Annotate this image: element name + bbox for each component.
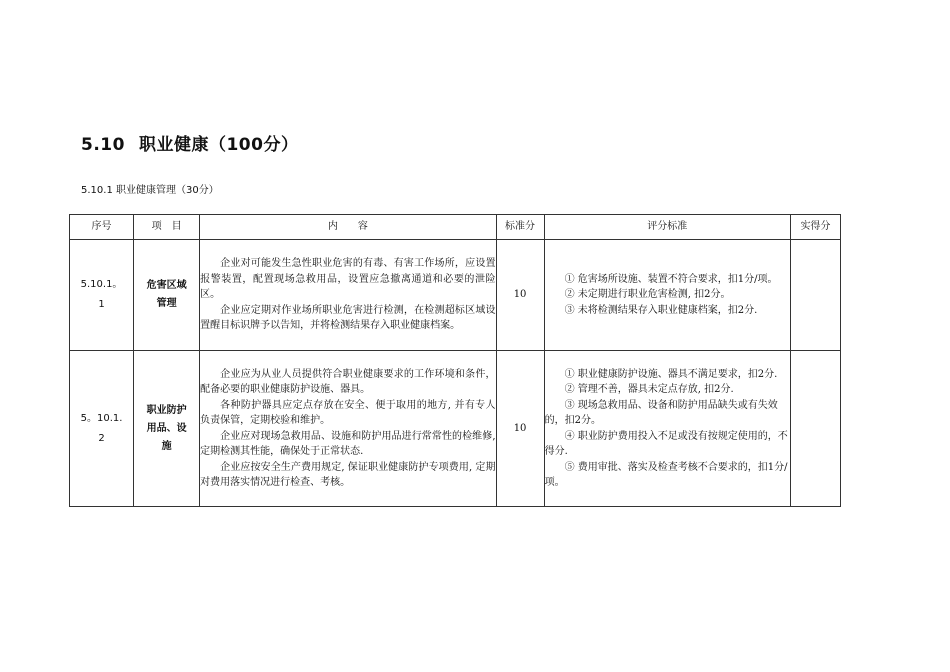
header-item: 项 目 (134, 215, 200, 240)
criteria-item: ② 未定期进行职业危害检测, 扣2分。 (564, 289, 731, 301)
scoring-table (69, 214, 841, 507)
content-paragraph: 企业应按安全生产费用规定, 保证职业健康防护专项费用, 定期对费用落实情况进行检查、考核。 (200, 461, 496, 488)
table-row (70, 351, 841, 507)
header-score: 标准分 (496, 215, 544, 240)
row-seq-line: 2 (98, 432, 105, 444)
row-item-line: 施 (161, 440, 172, 452)
header-actual: 实得分 (790, 215, 840, 240)
row-criteria (544, 240, 790, 351)
row-item (134, 351, 200, 507)
subsection-heading: 5.10.1 职业健康管理（30分） (81, 185, 219, 196)
content-paragraph: 企业应为从业人员提供符合职业健康要求的工作环境和条件，配备必要的职业健康防护设施、器具。 (200, 368, 496, 395)
row-item-line: 用品、设 (146, 422, 187, 434)
criteria-item: ⑤ 费用审批、落实及检查考核不合要求的，扣1分/项。 (544, 461, 788, 488)
section-heading (81, 130, 298, 155)
section-number: 5.10 (81, 135, 125, 155)
row-score: 10 (496, 240, 544, 351)
section-title: 职业健康（100分） (138, 135, 299, 155)
row-actual (790, 240, 840, 351)
row-criteria (544, 351, 790, 507)
criteria-item: ① 危害场所设施、装置不符合要求，扣1分/项。 (564, 273, 778, 285)
row-item (134, 240, 200, 351)
row-item-line: 危害区域 (146, 280, 187, 291)
row-seq-line: 5。10.1. (80, 412, 123, 424)
row-item-line: 职业防护 (146, 404, 187, 416)
row-content (200, 240, 496, 351)
header-seq: 序号 (70, 215, 134, 240)
header-content: 内 容 (200, 215, 496, 240)
row-seq-line: 5.10.1。 (80, 279, 123, 290)
criteria-item: ③ 未将检测结果存入职业健康档案，扣2分. (564, 304, 758, 316)
table-row (70, 240, 841, 351)
table-header-row (70, 215, 841, 240)
row-item-line: 管理 (156, 298, 177, 309)
row-actual (790, 351, 840, 507)
row-content (200, 351, 496, 507)
row-seq (70, 351, 134, 507)
content-paragraph: 企业对可能发生急性职业危害的有毒、有害工作场所，应设置报警装置，配置现场急救用品，设置应急撤离通道和必要的泄险区。 (200, 258, 496, 301)
row-score: 10 (496, 351, 544, 507)
criteria-item: ② 管理不善，器具未定点存放, 扣2分. (564, 384, 734, 395)
criteria-item: ④ 职业防护费用投入不足或没有按规定使用的，不得分. (544, 430, 788, 457)
content-paragraph: 企业应定期对作业场所职业危害进行检测，在检测超标区域设置醒目标识牌予以告知，并将检测结果存入职业健康档案。 (200, 304, 496, 332)
row-seq-line: 1 (98, 299, 105, 310)
content-paragraph: 各种防护器具应定点存放在安全、便于取用的地方, 并有专人负责保管，定期校验和维护。 (200, 399, 496, 426)
content-paragraph: 企业应对现场急救用品、设施和防护用品进行常常性的检维修, 定期检测其性能，确保处于正常状态. (200, 430, 496, 457)
row-seq (70, 240, 134, 351)
criteria-item: ① 职业健康防护设施、器具不满足要求，扣2分. (564, 368, 778, 380)
header-criteria: 评分标准 (544, 215, 790, 240)
criteria-item: ③ 现场急救用品、设备和防护用品缺失或有失效的，扣2分。 (544, 399, 778, 426)
